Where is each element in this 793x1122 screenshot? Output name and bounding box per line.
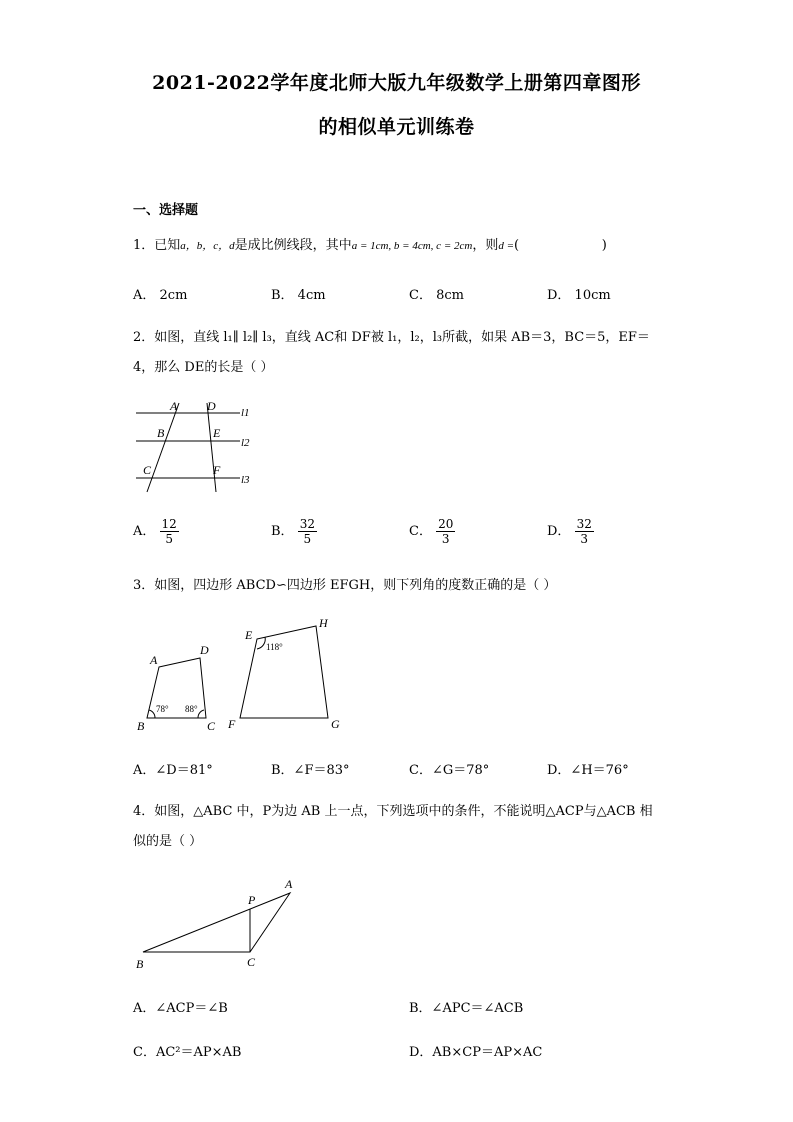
- q3-option-a[interactable]: A．∠D＝81°: [133, 763, 213, 778]
- q3-angle-b-label: 78°: [156, 704, 169, 714]
- q2-point-a: A: [170, 399, 178, 413]
- title-line-2: 的相似单元训练卷: [318, 116, 475, 138]
- q2-line-l1: l1: [241, 407, 250, 419]
- q3-point-f: F: [228, 717, 236, 731]
- q2-point-d: D: [207, 399, 216, 413]
- q3-point-h: H: [319, 616, 328, 630]
- q1-option-b[interactable]: B． 4cm: [271, 288, 326, 303]
- q1-paren: ( ): [514, 238, 607, 253]
- q3-angle-e-label: 118°: [266, 642, 283, 652]
- q4-point-b: B: [136, 957, 144, 971]
- q3-quadrilaterals-figure: [130, 612, 360, 742]
- q3-point-b: B: [137, 719, 145, 733]
- q2-option-c[interactable]: C． $\frac{20}{3}$: [409, 517, 454, 546]
- q2-parallel-lines-figure: [130, 395, 270, 495]
- q2-line-1: 2．如图，直线 l₁∥ l₂∥ l₃，直线 AC和 DF被 l₁，l₂，l₃所截，如果 AB＝3，BC＝5，EF＝: [133, 330, 650, 345]
- q1-option-a[interactable]: A． 2cm: [133, 288, 188, 303]
- q2-point-f: F: [213, 463, 221, 477]
- q4-option-d[interactable]: D．AB×CP＝AP×AC: [409, 1045, 543, 1060]
- q3-point-d: D: [200, 643, 209, 657]
- q1-option-c[interactable]: C． 8cm: [409, 288, 464, 303]
- q3-option-b[interactable]: B．∠F＝83°: [271, 763, 350, 778]
- q4-option-c[interactable]: C．AC²＝AP×AB: [133, 1045, 242, 1060]
- q3-option-d[interactable]: D．∠H＝76°: [547, 763, 629, 778]
- q2-option-a[interactable]: A． $\frac{12}{5}$: [133, 517, 177, 546]
- q2-line-2: 4，那么 DE的长是（ ）: [133, 360, 274, 375]
- q3-line-1: 3．如图，四边形 ABCD∽四边形 EFGH，则下列角的度数正确的是（ ）: [133, 578, 557, 593]
- q2-point-b: B: [157, 426, 165, 440]
- q4-line-1: 4．如图，△ABC 中，P为边 AB 上一点，下列选项中的条件，不能说明△ACP与△ACB 相: [133, 804, 653, 819]
- q3-point-c: C: [207, 719, 216, 733]
- q4-option-b[interactable]: B．∠APC＝∠ACB: [409, 1001, 524, 1016]
- q4-point-a: A: [285, 877, 293, 891]
- q1-ask: d =: [498, 240, 515, 252]
- q4-option-a[interactable]: A．∠ACP＝∠B: [133, 1001, 228, 1016]
- q4-point-c: C: [247, 955, 256, 969]
- q2-option-d[interactable]: D． $\frac{32}{3}$: [547, 517, 592, 546]
- q2-line-l2: l2: [241, 437, 250, 449]
- q1-text-c: ，则: [472, 238, 499, 253]
- title-line-1: 2021-2022学年度北师大版九年级数学上册第四章图形: [152, 72, 641, 94]
- q3-point-g: G: [331, 717, 340, 731]
- q3-point-a: A: [150, 653, 158, 667]
- q4-line-2: 似的是（ ）: [133, 834, 203, 849]
- q3-option-c[interactable]: C．∠G＝78°: [409, 763, 490, 778]
- q1-given: a = 1cm, b = 4cm, c = 2cm: [351, 240, 473, 252]
- q1-vars: a，b，c，d: [180, 240, 235, 252]
- q3-point-e: E: [245, 628, 253, 642]
- q1-option-d[interactable]: D． 10cm: [547, 288, 611, 303]
- q2-point-e: E: [213, 426, 221, 440]
- q4-point-p: P: [248, 893, 256, 907]
- question-1: [133, 236, 607, 256]
- q4-triangle-figure: [130, 872, 310, 972]
- q1-text-b: 是成比例线段，其中: [234, 238, 352, 253]
- q2-option-b[interactable]: B． $\frac{32}{5}$: [271, 517, 315, 546]
- q3-angle-c-label: 88°: [185, 704, 198, 714]
- q2-point-c: C: [143, 463, 152, 477]
- q1-text-a: 1．已知: [133, 238, 181, 253]
- q2-line-l3: l3: [241, 474, 250, 486]
- section-heading: 一、选择题: [133, 203, 199, 218]
